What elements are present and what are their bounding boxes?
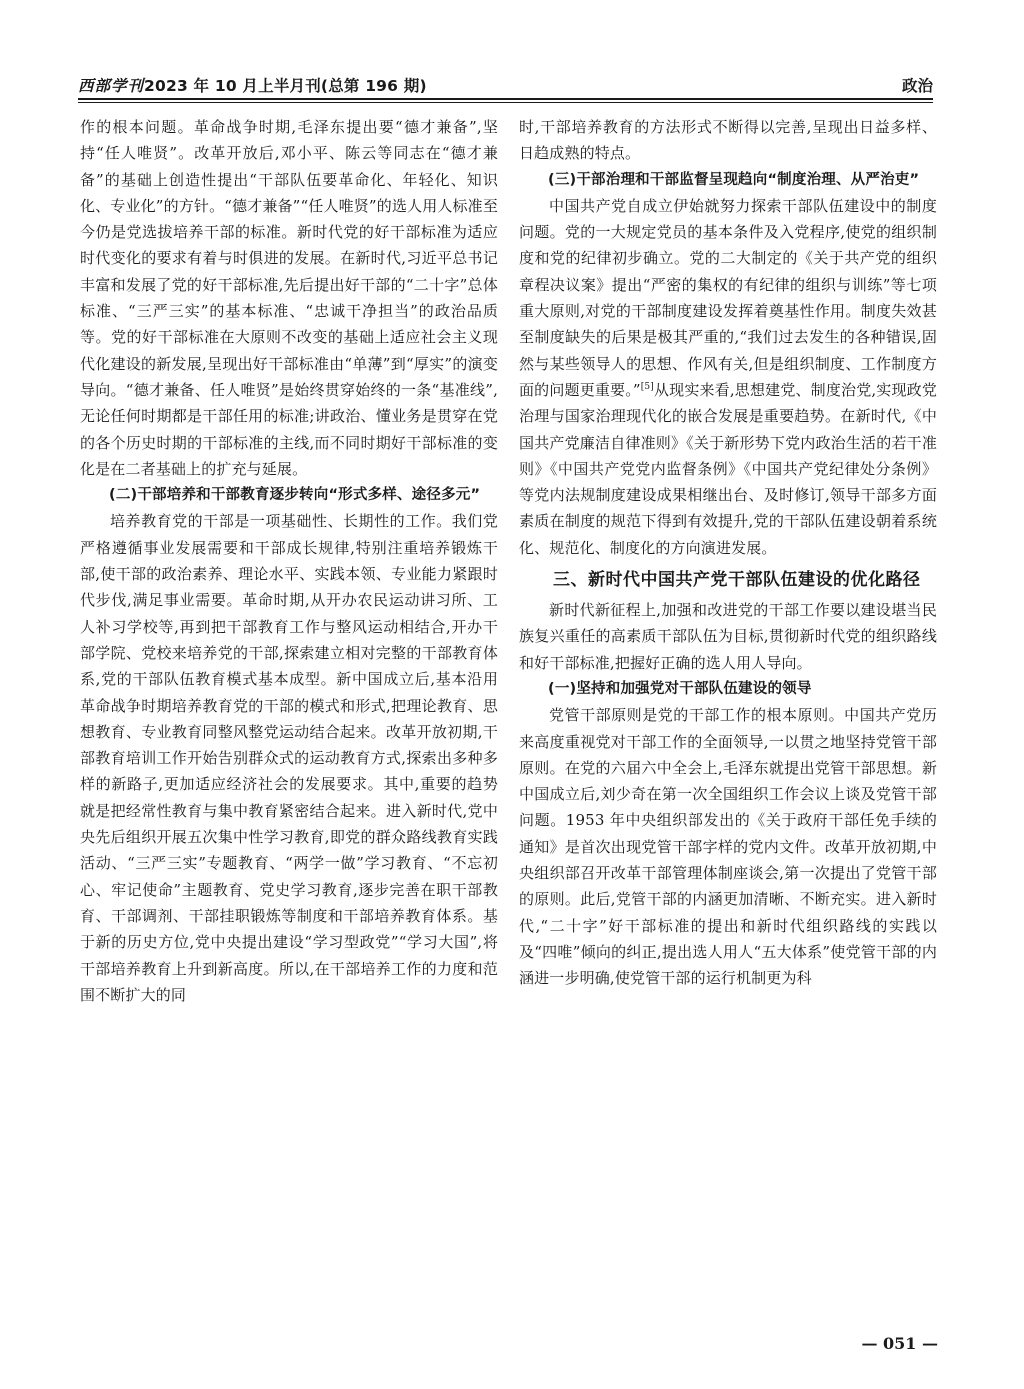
- issue-info: 2023 年 10 月上半月刊(总第 196 期): [144, 77, 427, 95]
- right-column: [519, 114, 937, 992]
- paragraph: 党管干部原则是党的干部工作的根本原则。中国共产党历来高度重视党对干部工作的全面领导,一以贯之地坚持党管干部原则。在党的六届六中全会上,毛泽东就提出党管干部思想。新中国成立后,刘少奇在第一次全国组织工作会议上谈及党管干部问题。1953 年中央组织部发出的《关于政府干部任免手续的通知》是首次出现党管干部字样的党内文件。改革开放初期,中央组织部召开改革干部管理体制座谈会,第一次提出了党管干部的原则。此后,党管干部的内涵更加清晰、不断充实。进入新时代,“二十字”好干部标准的提出和新时代组织路线的实践以及“四唯”倾向的纠正,提出选人用人“五大体系”使党管干部的内涵进一步明确,使党管干部的运行机制更为科: [519, 706, 937, 988]
- paragraph: 新时代新征程上,加强和改进党的干部工作要以建设堪当民族复兴重任的高素质干部队伍为目标,贯彻新时代党的组织路线和好干部标准,把握好正确的选人用人导向。: [519, 601, 937, 672]
- left-column: [80, 114, 498, 1008]
- paragraph-text-cont: 从现实来看,思想建党、制度治党,实现政党治理与国家治理现代化的嵌合发展是重要趋势。在新时代,《中国共产党廉洁自律准则》《关于新形势下党内政治生活的若干准则》《中国共产党党内监督条例》《中国共产党纪律处分条例》等党内法规制度建设成果相继出台、及时修订,领导干部多方面素质在制度的规范下得到有效提升,党的干部队伍建设朝着系统化、规范化、制度化的方向演进发展。: [519, 380, 937, 557]
- page-number: — 051 —: [861, 1334, 938, 1353]
- section-heading-3: 三、新时代中国共产党干部队伍建设的优化路径: [553, 570, 921, 591]
- header-rule-thick: [78, 98, 933, 100]
- paragraph: 培养教育党的干部是一项基础性、长期性的工作。我们党严格遵循事业发展需要和干部成长规律,特别注重培养锻炼干部,使干部的政治素养、理论水平、实践本领、专业能力紧跟时代步伐,满足事业需要。革命时期,从开办农民运动讲习所、工人补习学校等,再到把干部教育工作与整风运动相结合,开办干部学院、党校来培养党的干部,探索建立相对完整的干部教育体系,党的干部队伍教育模式基本成型。新中国成立后,基本沿用革命战争时期培养教育党的干部的模式和形式,把理论教育、思想教育、专业教育同整风整党运动结合起来。改革开放初期,干部教育培训工作开始告别群众式的运动教育方式,探索出多种多样的新路子,更加适应经济社会的发展要求。其中,重要的趋势就是把经常性教育与集中教育紧密结合起来。进入新时代,党中央先后组织开展五次集中性学习教育,即党的群众路线教育实践活动、“三严三实”专题教育、“两学一做”学习教育、“不忘初心、牢记使命”主题教育、党史学习教育,逐步完善在职干部教育、干部调剂、干部挂职锻炼等制度和干部培养教育体系。基于新的历史方位,党中央提出建设“学习型政党”“学习大国”,将干部培养教育上升到新高度。所以,在干部培养工作的力度和范围不断扩大的同: [80, 512, 498, 1004]
- subsection-heading-3: (三)干部治理和干部监督呈现趋向“制度治理、从严治吏”: [548, 171, 920, 188]
- paragraph: 时,干部培养教育的方法形式不断得以完善,呈现出日益多样、日趋成熟的特点。: [519, 118, 937, 163]
- subsection-heading-1: (一)坚持和加强党对干部队伍建设的领导: [548, 680, 812, 697]
- citation-ref: [5]: [640, 381, 654, 392]
- section-label: 政治: [901, 77, 933, 95]
- paragraph: 作的根本问题。革命战争时期,毛泽东提出要“德才兼备”,坚持“任人唯贤”。改革开放后,邓小平、陈云等同志在“德才兼备”的基础上创造性提出“干部队伍要革命化、年轻化、知识化、专业化”的方针。“德才兼备”“任人唯贤”的选人用人标准至今仍是党选拔培养干部的标准。新时代党的好干部标准为适应时代变化的要求有着与时俱进的发展。在新时代,习近平总书记丰富和发展了党的好干部标准,先后提出好干部的“二十字”总体标准、“三严三实”的基本标准、“忠诚干净担当”的政治品质等。党的好干部标准在大原则不改变的基础上适应社会主义现代化建设的新发展,呈现出好干部标准由“单薄”到“厚实”的演变导向。“德才兼备、任人唯贤”是始终贯穿始终的一条“基准线”,无论任何时期都是干部任用的标准;讲政治、懂业务是贯穿在党的各个历史时期的干部标准的主线,而不同时期好干部标准的变化是在二者基础上的扩充与延展。: [80, 118, 498, 478]
- subsection-heading-2: (二)干部培养和干部教育逐步转向“形式多样、途径多元”: [109, 487, 481, 504]
- paragraph: [519, 193, 937, 561]
- journal-logo: 西部学刊: [78, 76, 145, 95]
- journal-title: [78, 74, 427, 96]
- page-header: [78, 70, 933, 104]
- paragraph-text: 中国共产党自成立伊始就努力探索干部队伍建设中的制度问题。党的一大规定党员的基本条件及入党程序,使党的组织制度和党的纪律初步确立。党的二大制定的《关于共产党的组织章程决议案》提出“严密的集权的有纪律的组织与训练”等七项重大原则,对党的干部制度建设发挥着奠基性作用。制度失效甚至制度缺失的后果是极其严重的,“我们过去发生的各种错误,固然与某些领导人的思想、作风有关,但是组织制度、工作制度方面的问题更重要。”: [519, 196, 937, 399]
- header-rule-thin: [78, 102, 933, 103]
